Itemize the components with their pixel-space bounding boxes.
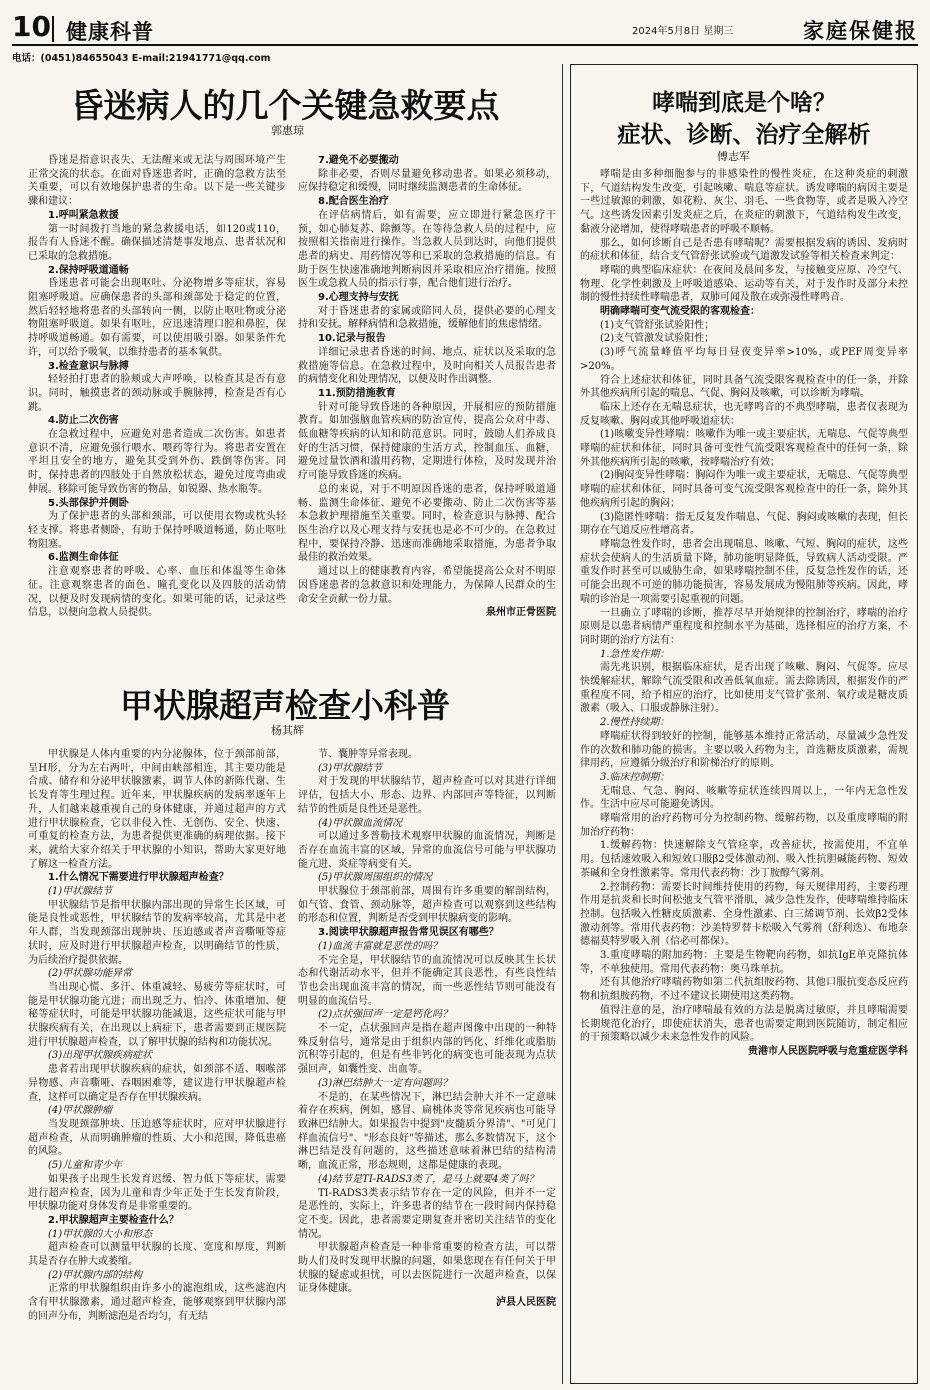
sub-subheading: (1)甲状腺结节: [48, 886, 113, 898]
paragraph: 不完全是，甲状腺结节的血流情况可以反映其生长状态和代谢活动水平，但并不能确定其良恶性，有些良性结节也会出现血流丰富的情况，而一些恶性结节则可能没有明显的血流信号。: [298, 954, 556, 1007]
paragraph: 对于昏迷患者的家属或陪同人员，提供必要的心理支持和安抚。解释病情和急救措施，缓解他们的焦虑情绪。: [298, 305, 556, 331]
paragraph: 哮喘的典型临床症状：在夜间及晨间多发，与接触变应原、冷空气、物理、化学性刺激及上呼吸道感染、运动等有关，对于发作时及部分未控制的慢性持续性哮喘患者，双肺可闻及散在或弥漫性哮鸣音。: [580, 264, 908, 304]
article2-column-1: [28, 748, 286, 1378]
sub-subheading: (1)血流丰富就是恶性的吗？: [318, 940, 443, 952]
paragraph: 第一时间拨打当地的紧急救援电话，如120或110，报告有人昏迷不醒。确保描述清楚事发地点、患者状况和已采取的急救措施。: [28, 223, 286, 262]
paragraph: TI-RADS3类表示结节存在一定的风险，但并不一定是恶性的，实际上，许多患者的结节在一段时间内保持稳定不变。因此，患者需要定期复查并密切关注结节的变化情况。: [298, 1187, 556, 1240]
paragraph: 总的来说，对于不明原因昏迷的患者，保持呼吸道通畅、监测生命体征、避免不必要搬动、防止二次伤害等基本急救护理措施至关重要。同时，检查意识与脉搏、配合医生治疗以及心理支持与安抚也是必不可少的。在急救过程中，要保持冷静、迅速而准确地采取措施，为患者争取最佳的救治效果。: [298, 483, 556, 564]
article1-author: 郭惠琼: [271, 124, 304, 137]
paragraph: 正常的甲状腺组织由许多小的滤泡组成，这些滤泡内含有甲状腺激素，通过超声检查，能够观察到甲状腺内部的回声分布，判断滤泡是否均匀，有无结: [28, 1283, 286, 1322]
contact-info: 电话：(0451)84655043 E-mail:21941771@qq.com: [12, 53, 271, 64]
paragraph: 哮喘急性发作时，患者会出现喘息、咳嗽、气短、胸闷的症状，这些症状会使病人的生活质量下降，肺功能明显降低，导致病人活动受限。严重发作时甚至可以威胁生命，如果哮喘控制不佳，反复急性发作的话，还可能会出现不可逆的肺功能损害，容易发展成为慢阻肺等疾病。因此，哮喘的诊治是一项需要引起重视的问题。: [580, 538, 908, 605]
subheading: 9.心理支持与安抚: [318, 292, 399, 304]
paragraph: 甲状腺结节是指甲状腺内部出现的异常生长区域，可能是良性或恶性，甲状腺结节的发病率较高，尤其是中老年人群，当发现颈部出现肿块、压迫感或者声音嘶哑等症状时，应及时进行甲状腺超声检查，以明确结节的性质，为后续治疗提供依据。: [28, 899, 286, 966]
article2-title: 甲状腺超声检查小科普: [120, 686, 450, 725]
sub-subheading: 1.急性发作期：: [600, 648, 670, 660]
paragraph: 哮喘是由多种细胞参与的非感染性的慢性炎症，在这种炎症的刺激下，气道结构发生改变，引起咳嗽、喘息等症状。诱发哮喘的病因主要是一些过敏源的刺激，如花粉、灰尘、羽毛、一些食物等，或者是吸入冷空气。这些诱发因素引发炎症之后，在炎症的刺激下，气道结构发生改变，黏液分泌增加，使得哮喘患者的呼吸不顺畅。: [580, 169, 908, 235]
paragraph: 可以通过多普勒技术观察甲状腺的血流情况，判断是否存在血流丰富的区域，异常的血流信号可能与甲状腺功能亢进、炎症等病变有关。: [298, 831, 556, 870]
sub-subheading: (4)甲状腺肿瘤: [48, 1105, 113, 1117]
paragraph: 无喘息、气急、胸闷、咳嗽等症状连续四周以上，一年内无急性发作。生活中应尽可能避免诱因。: [580, 785, 908, 811]
paragraph: 值得注意的是，治疗哮喘最有效的方法是脱离过敏原，并且哮喘需要长期规范化治疗，即使症状消失，患者也需要定期到医院随访，制定相应的干预策略以减少未来急性发作的风险。: [580, 1004, 908, 1044]
article3-title-line2: 症状、诊断、治疗全解析: [617, 122, 871, 148]
subheading: 10.记录与报告: [318, 333, 386, 345]
paragraph: 为了保护患者的头部和颈部，可以使用衣物或枕头轻轻支撑。将患者侧卧，有助于保持呼吸道畅通，防止呕吐物阻塞。: [28, 511, 286, 550]
paragraph: 甲状腺是人体内重要的内分泌腺体，位于颈部前部，呈H形，分为左右两叶，中间由峡部相连，其主要功能是合成、储存和分泌甲状腺激素，调节人体的新陈代谢、生长发育等生理过程。近年来，甲状腺疾病的发病率逐年上升，人们越来越重视自己的身体健康，并通过超声的方式进行甲状腺检查，它以非侵入性、无创伤、安全、快速、可重复的检查方法，为患者提供更准确的病理依据。接下来，就给大家介绍关于甲状腺的小知识，帮助大家更好地了解这一检查方法。: [28, 749, 286, 870]
paragraph: 详细记录患者昏迷的时间、地点、症状以及采取的急救措施等信息。在急救过程中，及时向相关人员报告患者的病情变化和处理情况，以便及时作出调整。: [298, 346, 556, 386]
page-number: 10: [12, 10, 51, 43]
article1-column-2: [298, 154, 556, 670]
subheading: 5.头部保护并侧卧: [48, 497, 129, 509]
paragraph: 1.缓解药物：快速解除支气管痉挛，改善症状，按需使用，不宜单用。包括速效吸入和短效口服β2受体激动剂、吸入性抗胆碱能药物、短效茶碱和全身性激素等。常用代表药物：沙丁胺醇气雾剂。: [580, 840, 908, 879]
paragraph: 临床上还存在无喘息症状，也无哮鸣音的不典型哮喘，患者仅表现为反复咳嗽、胸闷或其他呼吸道症状：: [580, 401, 908, 427]
paragraph: 如果孩子出现生长发育迟缓、智力低下等症状，需要进行超声检查，因为儿童和青少年正处于生长发育阶段，甲状腺功能对身体发育是非常重要的。: [28, 1173, 286, 1213]
article1-title: 昏迷病人的几个关键急救要点: [70, 86, 500, 125]
paragraph: 符合上述症状和体征，同时具备气流受限客观检查中的任一条，并除外其他疾病所引起的喘息、气促、胸闷及咳嗽，可以诊断为哮喘。: [580, 374, 908, 400]
sub-subheading: (5)甲状腺周围组织的情况: [318, 872, 433, 884]
subheading: 3.阅读甲状腺超声报告常见误区有哪些？: [318, 927, 499, 939]
subheading: 2.甲状腺超声主要检查什么？: [48, 1214, 179, 1226]
sub-subheading: (4)结节是TI-RADS3类了，是马上就要4类了吗？: [318, 1173, 539, 1185]
subheading: 1.什么情况下需要进行甲状腺超声检查？: [48, 872, 229, 884]
paragraph: 不是的，在某些情况下，淋巴结会肿大并不一定意味着存在疾病，例如，感冒、扁桃体炎等常见疾病也可能导致淋巴结肿大。如果报告中提到"皮髓质分界清"、"可见门样血流信号"、"形态良好"等描述，那么多数情况下，这个淋巴结是没有问题的，这些描述意味着淋巴结的结构清晰，血流正常，形态规则，这都是健康的表现。: [298, 1091, 556, 1172]
paragraph: 针对可能导致昏迷的各种原因，开展相应的预防措施教育。如加强脑血管疾病的防治宣传，提高公众对中毒、低血糖等疾病的认知和防范意识。同时，鼓励人们养成良好的生活习惯，保持健康的生活方式，控制血压、血糖，避免过量饮酒和滥用药物，定期进行体检，及时发现并治疗可能导致昏迷的疾病。: [298, 401, 556, 482]
paragraph: (1)咳嗽变异性哮喘：咳嗽作为唯一或主要症状，无喘息、气促等典型哮喘的症状和体征，同时具备可变性气流受限客观检查中的任何一条，除外其他疾病所引起的咳嗽，按哮喘治疗有效；: [580, 429, 908, 468]
header-divider: [52, 16, 54, 42]
newspaper-name: 家庭保健报: [803, 19, 918, 43]
subheading: 1.呼叫紧急救援: [48, 209, 119, 221]
subheading: 11.预防措施教育: [318, 387, 396, 399]
sub-subheading: (2)甲状腺内部的结构: [48, 1269, 143, 1281]
section-title: 健康科普: [66, 20, 154, 44]
paragraph: 需先兆识别，根据临床症状，是否出现了咳嗽、胸闷、气促等。应尽快缓解症状，解除气流受限和改善低氧血症。需去除诱因，根据发作的严重程度不同，给予相应的治疗，比如使用支气管扩张剂、氧疗或是糖皮质激素（吸入、口服或静脉注射）。: [580, 662, 908, 715]
paragraph: 通过以上的健康教育内容，希望能提高公众对不明原因昏迷患者的急救意识和处理能力，为保障人民群众的生命安全贡献一份力量。: [298, 566, 556, 605]
sub-subheading: (3)淋巴结肿大一定有问题吗？: [318, 1077, 453, 1089]
subheading: 6.监测生命体征: [48, 552, 119, 564]
paragraph: 3.重度哮喘的附加药物：主要是生物靶向药物，如抗IgE单克隆抗体等，不单独使用。常用代表药物：奥马珠单抗。: [580, 950, 908, 975]
paragraph: 轻轻拍打患者的脸颊或大声呼唤，以检查其是否有意识。同时，触摸患者的颈动脉或手腕脉搏，检查是否有心跳。: [28, 374, 286, 413]
article2-author: 杨其辉: [271, 724, 304, 737]
source-credit: 贵港市人民医院呼吸与危重症医学科: [748, 1046, 908, 1057]
subheading: 明确哮喘可变气流受限的客观检查：: [600, 306, 760, 318]
sub-subheading: 3.临床控制期：: [600, 771, 670, 783]
sub-subheading: (3)出现甲状腺疾病症状: [48, 1050, 153, 1062]
paragraph: 哮喘症状得到较好的控制，能够基本维持正常活动，尽量减少急性发作的次数和肺功能的损害。主要以吸入药物为主，首选糖皮质激素，需规律用药，应遵循分级治疗和阶梯治疗的原则。: [580, 730, 908, 770]
paragraph: 当出现心慌、多汗、体重减轻、易疲劳等症状时，可能是甲状腺功能亢进；而出现乏力、怕冷、体重增加、便秘等症状时，可能是甲状腺功能减退，这些症状可能与甲状腺疾病有关，在出现以上病症下，患者需要到正规医院进行甲状腺超声检查，以了解甲状腺的结构和功能状况。: [28, 981, 286, 1048]
paragraph: 患者若出现甲状腺疾病的症状，如颈部不适、咽喉部异物感、声音嘶哑、吞咽困难等，建议进行甲状腺超声检查，这样可以确定是否存在甲状腺疾病。: [28, 1064, 286, 1103]
source-credit: 泸县人民医院: [496, 1297, 556, 1309]
paragraph: 2.控制药物：需要长时间维持使用的药物，每天规律用药，主要药理作用是抗炎和长时间松弛支气管平滑肌，减少急性发作，使哮喘维持临床控制。包括吸入性糖皮质激素、全身性激素、白三烯调节剂、长效β2受体激动剂等。常用代表药物：沙美特罗替卡松吸入气雾剂（舒利迭）、布地奈德福莫特罗吸入剂（信必可都保）。: [580, 881, 908, 948]
paragraph: 节、囊肿等异常表现。: [318, 749, 418, 760]
paragraph: (2)胸闷变异性哮喘：胸闷作为唯一或主要症状，无喘息、气促等典型哮喘的症状和体征，同时具备可变气流受限客观检查中的任一条，除外其他疾病所引起的胸闷；: [580, 470, 908, 509]
paragraph: 昏迷是指意识丧失、无法醒来或无法与周围环境产生正常交流的状态。在面对昏迷患者时，正确的急救方法至关重要，可以有效地保护患者的生命。以下是一些关键步骤和建议：: [28, 155, 286, 208]
sub-subheading: (2)点状强回声一定是钙化吗？: [318, 1009, 453, 1021]
paragraph: 还有其他治疗哮喘药物如第二代抗组胺药物、其他口服抗变态反应药物和抗组胺药物，不过不建议长期使用这类药物。: [580, 977, 908, 1003]
article3-author: 傅志军: [717, 150, 750, 163]
subheading: 8.配合医生治疗: [318, 196, 389, 208]
paragraph: 对于发现的甲状腺结节，超声检查可以对其进行详细评估，包括大小、形态、边界、内部回声等特征，以判断结节的性质是良性还是恶性。: [298, 776, 556, 815]
paragraph: 注意观察患者的呼吸、心率、血压和体温等生命体征。注意观察患者的面色、瞳孔变化以及四肢的活动情况，以便及时发现病情的变化。如果可能的话，记录这些信息，以便向急救人员提供。: [28, 566, 286, 619]
sub-subheading: (1)甲状腺的大小和形态: [48, 1228, 153, 1240]
paragraph: (1)支气管舒张试验阳性；: [600, 319, 715, 331]
subheading: 2.保持呼吸道通畅: [48, 264, 129, 276]
sub-subheading: 2.慢性持续期：: [600, 717, 670, 729]
paragraph: (3)呼气流量峰值平均每日昼夜变异率>10%，或PEF周变异率>20%。: [580, 347, 908, 372]
subheading: 7.避免不必要搬动: [318, 155, 399, 166]
article2-column-2: [298, 748, 556, 1378]
column-divider: [562, 64, 563, 1384]
subheading: 3.检查意识与脉搏: [48, 360, 129, 372]
article3-body: [580, 168, 908, 1378]
paragraph: 昏迷患者可能会出现呕吐、分泌物增多等症状，容易阻塞呼吸道。应确保患者的头部和颈部处于稳定的位置，然后轻轻地将患者的头部转向一侧，以防止呕吐物或分泌物阻塞呼吸道。如果有呕吐，应迅速清理口腔和鼻腔，保持呼吸道畅通。如有需要，可以使用吸引器。如果条件允许，可以给予吸氧，以维持患者的基本氧供。: [28, 278, 286, 358]
paragraph: 甲状腺位于颈部前部，周围有许多重要的解剖结构，如气管、食管、颈动脉等，超声检查可以观察到这些结构的形态和位置，判断是否受到甲状腺病变的影响。: [298, 886, 556, 925]
paragraph: 在评估病情后，如有需要，应立即进行紧急医疗干预，如心肺复苏、除颤等。在等待急救人员的过程中，应按照相关指南进行操作。当急救人员到达时，向他们提供患者的病史、用药情况等和已采取的急救措施的信息。有助于医生快速准确地判断病因并采取相应治疗措施。按照医生或急救人员的指示行事，配合他们进行治疗。: [298, 209, 556, 290]
sub-subheading: (3)甲状腺结节: [318, 762, 383, 774]
paragraph: 当发现颈部肿块、压迫感等症状时，应对甲状腺进行超声检查，从而明确肿瘤的性质、大小和范围，降低患癌的风险。: [28, 1118, 286, 1158]
paragraph: 在急救过程中，应避免对患者造成二次伤害。如患者意识不清，应避免强行喂水、喂药等行为。将患者安置在平坦且安全的地方，避免其受到外伤、跌倒等伤害。同时，保持患者的四肢处于自然放松状态，避免过度弯曲或伸展。移除可能导致伤害的物品，如锐器、热水瓶等。: [28, 429, 286, 495]
subheading: 4.防止二次伤害: [48, 415, 119, 427]
paragraph: 哮喘常用的治疗药物可分为控制药物、缓解药物，以及重度哮喘的附加治疗药物：: [580, 813, 908, 838]
sub-subheading: (5)儿童和青少年: [48, 1160, 123, 1172]
article3-title-line1: 哮喘到底是个啥？: [652, 90, 836, 116]
paragraph: 那么，如何诊断自己是否患有哮喘呢？需要根据发病的诱因、发病时的症状和体征，结合支气管舒张试验或气道激发试验等相关检查来判定：: [580, 237, 908, 263]
source-credit: 泉州市正骨医院: [486, 607, 556, 619]
paragraph: 甲状腺超声检查是一种非常重要的检查方法，可以帮助人们及时发现甲状腺的问题，如果您现在有任何关于甲状腺的疑虑或担忧，可以去医院进行一次超声检查，以保证身体健康。: [298, 1242, 556, 1295]
paragraph: 不一定，点状强回声是指在超声图像中出现的一种特殊反射信号，通常是由于组织内部的钙化、纤维化或脂肪沉积等引起的，但是有些非钙化的病变也可能表现为点状强回声，如囊性变、出血等。: [298, 1023, 556, 1076]
issue-date: 2024年5月8日 星期三: [632, 26, 734, 37]
sub-subheading: (4)甲状腺血流情况: [318, 817, 403, 829]
page-header: [12, 10, 918, 46]
paragraph: 一旦确立了哮喘的诊断，推荐尽早开始规律的控制治疗，哮喘的治疗原则是以患者病情严重程度和控制水平为基础，选择相应的治疗方案，不同时期的治疗方法有：: [580, 607, 908, 646]
paragraph: (3)隐匿性哮喘：指无反复发作喘息、气促、胸闷或咳嗽的表现，但长期存在气道反应性增高者。: [580, 511, 908, 537]
sub-subheading: (2)甲状腺功能异常: [48, 968, 133, 980]
paragraph: 除非必要，否则尽量避免移动患者。如果必须移动，应保持稳定和缓慢，同时继续监测患者的生命体征。: [298, 168, 556, 194]
paragraph: 超声检查可以测量甲状腺的长度、宽度和厚度，判断其是否存在肿大或萎缩。: [28, 1242, 286, 1268]
article1-column-1: [28, 154, 286, 670]
paragraph: (2)支气管激发试验阳性；: [600, 333, 715, 345]
